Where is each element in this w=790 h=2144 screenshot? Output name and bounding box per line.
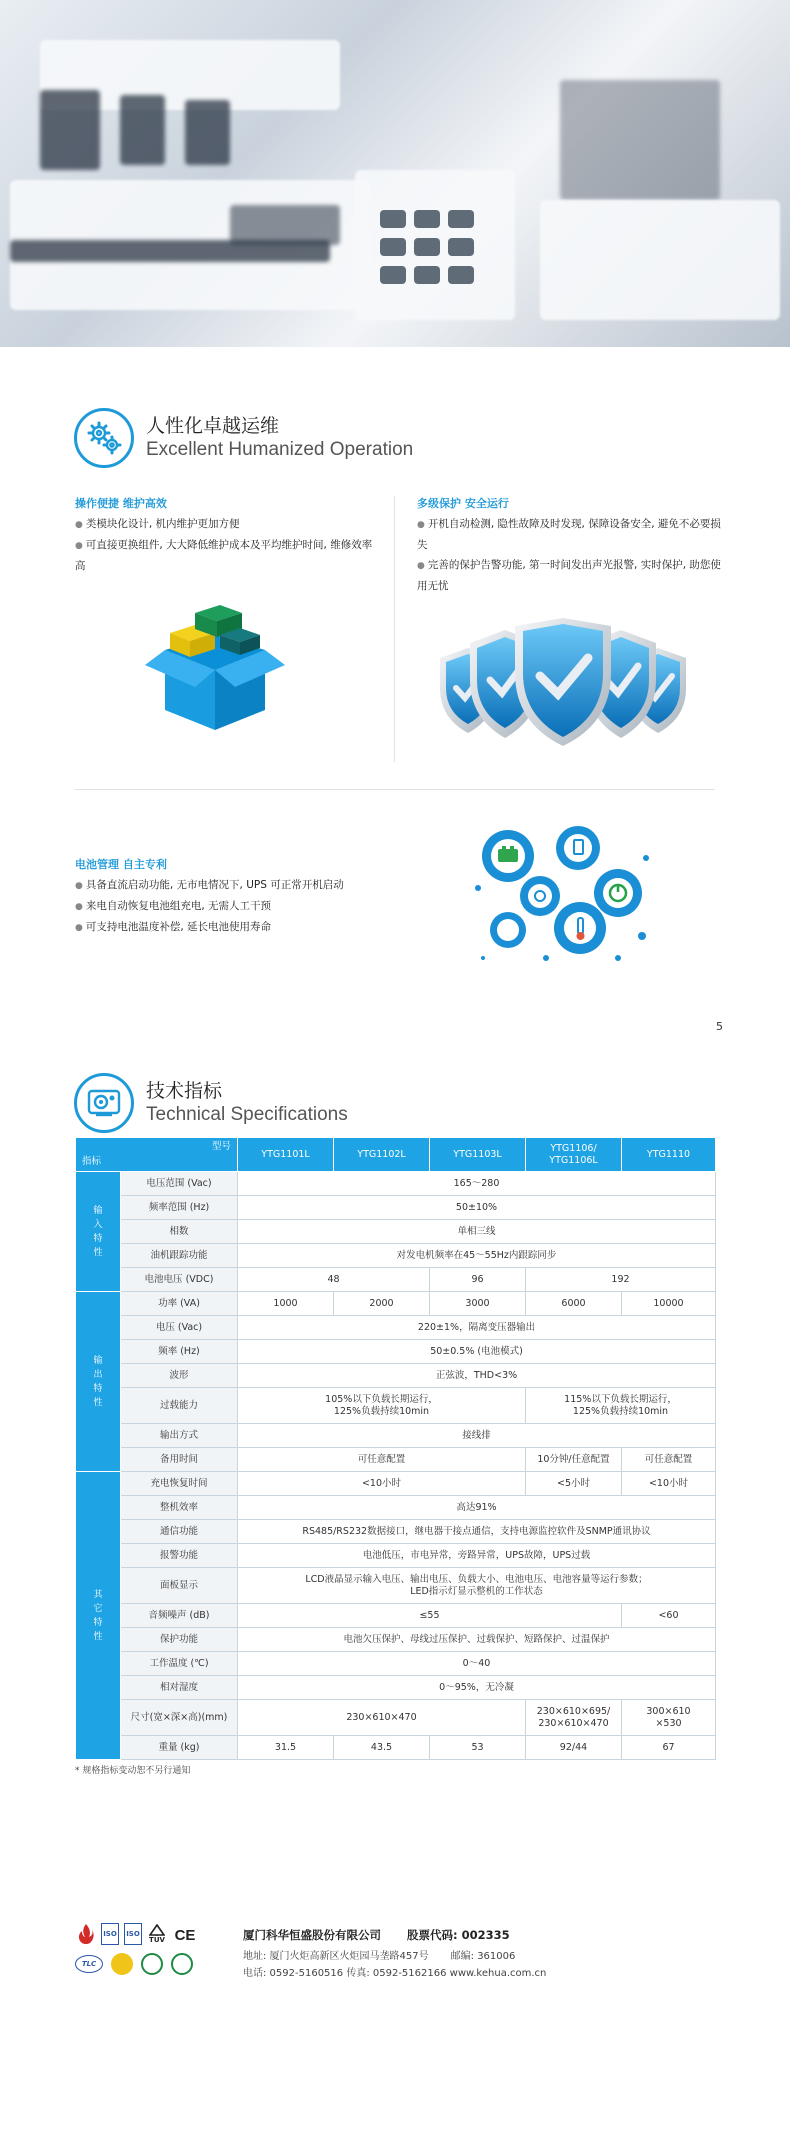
award-logo-icon: [111, 1953, 133, 1975]
row-value: 230×610×695/ 230×610×470: [526, 1700, 622, 1736]
row-value: 165～280: [238, 1172, 716, 1196]
feature-item: ● 可支持电池温度补偿, 延长电池使用寿命: [75, 917, 405, 938]
row-label: 输出方式: [121, 1424, 238, 1448]
table-row: [76, 1676, 716, 1700]
row-label: 相对湿度: [121, 1676, 238, 1700]
iso-cert-icon: ISO: [101, 1923, 119, 1945]
table-row: [76, 1244, 716, 1268]
row-label: 油机跟踪功能: [121, 1244, 238, 1268]
tlc-logo-icon: TLC: [75, 1955, 103, 1973]
row-value: 接线排: [238, 1424, 716, 1448]
model-header: YTG1103L: [430, 1138, 526, 1172]
feature-heading: 多级保护 安全运行: [417, 497, 509, 510]
row-label: 频率 (Hz): [121, 1340, 238, 1364]
gears-icon: [74, 408, 134, 468]
row-value: 67: [622, 1736, 716, 1760]
row-value: 300×610 ×530: [622, 1700, 716, 1736]
row-value: 50±0.5% (电池模式): [238, 1340, 716, 1364]
row-value: 48: [238, 1268, 430, 1292]
table-row: [76, 1172, 716, 1196]
settings-panel-icon: [74, 1073, 134, 1133]
environment-cert-icon: [171, 1953, 193, 1975]
model-header: YTG1102L: [334, 1138, 430, 1172]
flame-logo-icon: [75, 1923, 97, 1945]
row-value: <5小时: [526, 1472, 622, 1496]
table-row: [76, 1736, 716, 1760]
header-corner: [76, 1138, 238, 1172]
feature-heading: 电池管理 自主专利: [75, 858, 167, 871]
row-value: 50±10%: [238, 1196, 716, 1220]
battery-gears-icon: [468, 818, 658, 968]
row-label: 通信功能: [121, 1520, 238, 1544]
row-value: 0～95%，无冷凝: [238, 1676, 716, 1700]
row-label: 重量 (kg): [121, 1736, 238, 1760]
row-label: 电压范围 (Vac): [121, 1172, 238, 1196]
row-value: ≤55: [238, 1604, 622, 1628]
iso-cert-icon: ISO: [124, 1923, 142, 1945]
row-value: 92/44: [526, 1736, 622, 1760]
row-value: 0～40: [238, 1652, 716, 1676]
hero-image: [0, 0, 790, 347]
row-value: <10小时: [622, 1472, 716, 1496]
company-info: [243, 1927, 510, 1943]
row-value: 105%以下负载长期运行， 125%负载持续10min: [238, 1388, 526, 1424]
table-row: [76, 1544, 716, 1568]
specs-section-header: [74, 1073, 348, 1133]
company-name: 厦门科华恒盛股份有限公司: [243, 1928, 381, 1942]
row-label: 工作温度 (℃): [121, 1652, 238, 1676]
corner-metric-label: 指标: [82, 1156, 102, 1167]
column-divider: [394, 496, 395, 762]
row-value: 高达91%: [238, 1496, 716, 1520]
row-value: 正弦波，THD<3%: [238, 1364, 716, 1388]
footer: [75, 1921, 735, 1991]
ops-title-cn: 人性化卓越运维: [146, 415, 280, 437]
ops-section-header: [74, 408, 413, 468]
row-value: 31.5: [238, 1736, 334, 1760]
tuv-logo-text: TÜV: [149, 1936, 165, 1944]
row-label: 音频噪声 (dB): [121, 1604, 238, 1628]
feature-heading: 操作便捷 维护高效: [75, 497, 167, 510]
corner-model-label: 型号: [211, 1141, 231, 1152]
row-value: <60: [622, 1604, 716, 1628]
feature-item: ● 完善的保护告警功能, 第一时间发出声光报警, 实时保护, 助您使用无忧: [417, 555, 722, 596]
section-divider: [75, 789, 715, 790]
row-label: 面板显示: [121, 1568, 238, 1604]
model-header: YTG1106/ YTG1106L: [526, 1138, 622, 1172]
row-label: 过载能力: [121, 1388, 238, 1424]
modular-box-icon: [140, 595, 290, 735]
row-value: 115%以下负载长期运行， 125%负载持续10min: [526, 1388, 716, 1424]
row-value: 96: [430, 1268, 526, 1292]
group-input: 输 入 特 性: [76, 1172, 121, 1292]
feature-item: ● 来电自动恢复电池组充电, 无需人工干预: [75, 896, 405, 917]
row-label: 电池电压 (VDC): [121, 1268, 238, 1292]
row-value: 6000: [526, 1292, 622, 1316]
table-header-row: [76, 1138, 716, 1172]
row-value: 3000: [430, 1292, 526, 1316]
row-value: 单相三线: [238, 1220, 716, 1244]
table-row: [76, 1472, 716, 1496]
green-cert-icon: [141, 1953, 163, 1975]
feature-protection: [417, 494, 722, 596]
certification-logos: [75, 1921, 205, 1981]
group-output: 输 出 特 性: [76, 1292, 121, 1472]
postcode-text: 邮编: 361006: [450, 1951, 516, 1962]
table-row: [76, 1292, 716, 1316]
ops-title-en: Excellent Humanized Operation: [146, 439, 414, 460]
row-value: 可任意配置: [622, 1448, 716, 1472]
address-text: 地址: 厦门火炬高新区火炬园马垄路457号: [243, 1951, 429, 1962]
row-value: 43.5: [334, 1736, 430, 1760]
row-label: 尺寸(宽×深×高)(mm): [121, 1700, 238, 1736]
shields-icon: [430, 618, 696, 748]
row-value: 220±1%，隔离变压器输出: [238, 1316, 716, 1340]
spec-table: [75, 1137, 716, 1760]
tuv-logo-icon: [147, 1923, 167, 1945]
row-label: 频率范围 (Hz): [121, 1196, 238, 1220]
table-row: [76, 1316, 716, 1340]
table-row: [76, 1628, 716, 1652]
row-value: <10小时: [238, 1472, 526, 1496]
row-label: 波形: [121, 1364, 238, 1388]
table-row: [76, 1388, 716, 1424]
row-value: 电池欠压保护、母线过压保护、过载保护、短路保护、过温保护: [238, 1628, 716, 1652]
table-row: [76, 1196, 716, 1220]
table-row: [76, 1652, 716, 1676]
feature-maintenance: [75, 494, 375, 576]
row-label: 相数: [121, 1220, 238, 1244]
table-row: [76, 1496, 716, 1520]
row-value: 对发电机频率在45～55Hz内跟踪同步: [238, 1244, 716, 1268]
table-row: [76, 1424, 716, 1448]
table-row: [76, 1364, 716, 1388]
specs-title-cn: 技术指标: [146, 1080, 223, 1102]
row-value: RS485/RS232数据接口，继电器干接点通信，支持电源监控软件及SNMP通讯协议: [238, 1520, 716, 1544]
row-label: 充电恢复时间: [121, 1472, 238, 1496]
model-header: YTG1110: [622, 1138, 716, 1172]
contact-text: 电话: 0592-5160516 传真: 0592-5162166 www.kehua.com.cn: [243, 1968, 547, 1979]
row-label: 备用时间: [121, 1448, 238, 1472]
row-value: 230×610×470: [238, 1700, 526, 1736]
stock-code: 股票代码: 002335: [407, 1928, 510, 1942]
table-row: [76, 1340, 716, 1364]
feature-item: ● 开机自动检测, 隐性故障及时发现, 保障设备安全, 避免不必要损失: [417, 514, 722, 555]
group-other: 其 它 特 性: [76, 1472, 121, 1760]
row-label: 电压 (Vac): [121, 1316, 238, 1340]
table-row: [76, 1448, 716, 1472]
row-value: 10分钟/任意配置: [526, 1448, 622, 1472]
row-value: 10000: [622, 1292, 716, 1316]
row-label: 报警功能: [121, 1544, 238, 1568]
feature-item: ● 可直接更换组件, 大大降低维护成本及平均维护时间, 维修效率高: [75, 535, 375, 576]
row-value: LCD液晶显示输入电压、输出电压、负载大小、电池电压、电池容量等运行参数； LED指示灯显示整机的工作状态: [238, 1568, 716, 1604]
page-number: 5: [716, 1020, 723, 1033]
model-header: YTG1101L: [238, 1138, 334, 1172]
specs-title-en: Technical Specifications: [146, 1104, 348, 1125]
row-value: 2000: [334, 1292, 430, 1316]
row-label: 功率 (VA): [121, 1292, 238, 1316]
row-label: 整机效率: [121, 1496, 238, 1520]
ce-logo-icon: CE: [174, 1926, 196, 1944]
feature-item: ● 具备直流启动功能, 无市电情况下, UPS 可正常开机启动: [75, 875, 405, 896]
table-row: [76, 1268, 716, 1292]
row-label: 保护功能: [121, 1628, 238, 1652]
row-value: 可任意配置: [238, 1448, 526, 1472]
feature-item: ● 类模块化设计, 机内维护更加方便: [75, 514, 375, 535]
table-row: [76, 1568, 716, 1604]
feature-battery: [75, 855, 405, 938]
row-value: 192: [526, 1268, 716, 1292]
company-address: [243, 1948, 546, 1982]
table-row: [76, 1700, 716, 1736]
table-row: [76, 1604, 716, 1628]
table-row: [76, 1520, 716, 1544]
table-row: [76, 1220, 716, 1244]
row-value: 电池低压，市电异常，旁路异常，UPS故障，UPS过载: [238, 1544, 716, 1568]
row-value: 53: [430, 1736, 526, 1760]
row-value: 1000: [238, 1292, 334, 1316]
spec-note: * 规格指标变动恕不另行通知: [75, 1766, 191, 1776]
